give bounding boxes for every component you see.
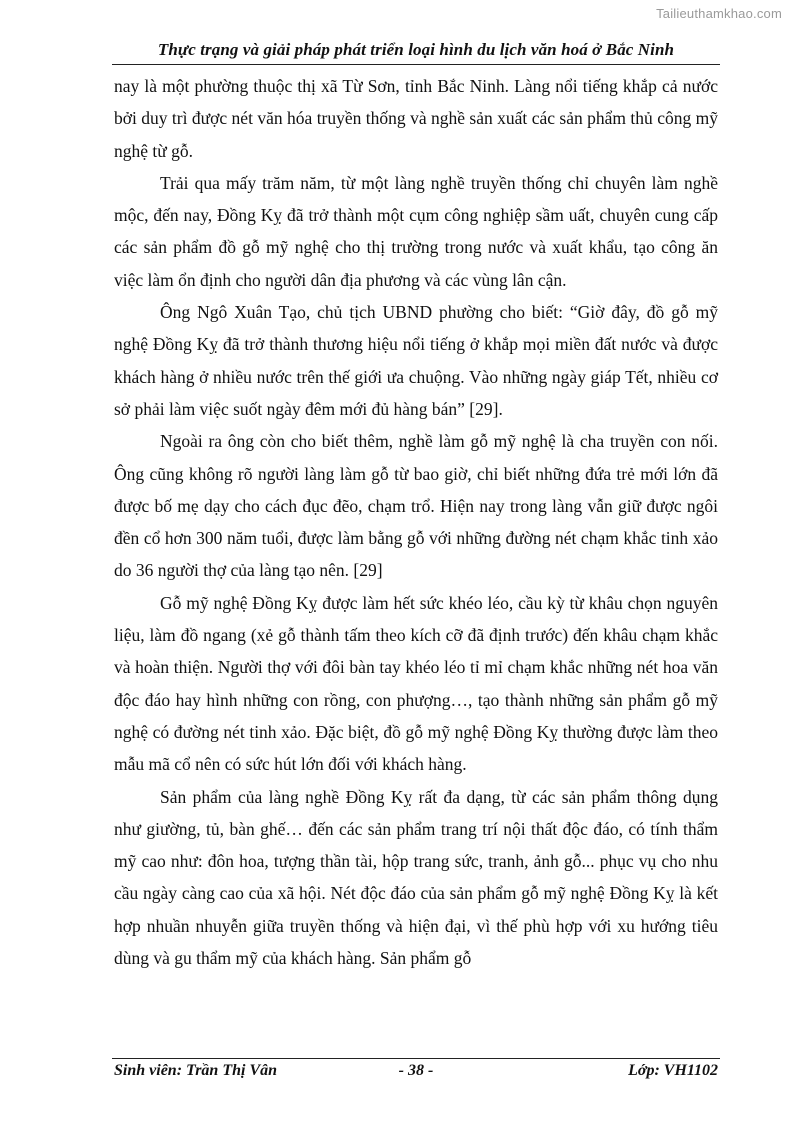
paragraph-6: Sản phẩm của làng nghề Đồng Kỵ rất đa dạng, từ các sản phẩm thông dụng như giường, tủ, bàn ghế… đến các sản phẩm trang trí nội thất độc đáo, có tính thẩm mỹ cao như: đôn hoa, tượng thần tài, hộp trang sức, tranh, ảnh gỗ... phục vụ cho nhu cầu ngày càng cao của xã hội. Nét độc đáo của sản phẩm gỗ mỹ nghệ Đồng Kỵ là kết hợp nhuần nhuyễn giữa truyền thống và hiện đại, vì thế phù hợp với xu hướng tiêu dùng và gu thẩm mỹ của khách hàng. Sản phẩm gỗ [114,786,718,969]
footer-class: Lớp: VH1102 [628,1062,718,1079]
paragraph-3: Ông Ngô Xuân Tạo, chủ tịch UBND phường cho biết: “Giờ đây, đồ gỗ mỹ nghệ Đồng Kỵ đã trở thành thương hiệu nổi tiếng ở khắp mọi miền đất nước và được khách hàng ở nhiều nước trên thế giới ưa chuộng. Vào những ngày giáp Tết, nhiều cơ sở phải làm việc suốt ngày đêm mới đủ hàng bán” [29]. [114,302,718,419]
paragraph-5: Gỗ mỹ nghệ Đồng Kỵ được làm hết sức khéo léo, cầu kỳ từ khâu chọn nguyên liệu, làm đồ ngang (xẻ gỗ thành tấm theo kích cỡ đã định trước) đến khâu chạm khắc và hoàn thiện. Người thợ với đôi bàn tay khéo léo tỉ mỉ chạm khắc những nét hoa văn độc đáo hay hình những con rồng, con phượng…, tạo thành những sản phẩm gỗ mỹ nghệ có đường nét tinh xảo. Đặc biệt, đồ gỗ mỹ nghệ Đồng Kỵ thường được làm theo mẫu mã cổ nên có sức hút lớn đối với khách hàng. [114,592,718,775]
running-header: Thực trạng và giải pháp phát triển loại hình du lịch văn hoá ở Bắc Ninh [157,40,675,59]
paragraph-1: nay là một phường thuộc thị xã Từ Sơn, tỉnh Bắc Ninh. Làng nổi tiếng khắp cả nước bởi duy trì được nét văn hóa truyền thống và nghề sản xuất các sản phẩm thủ công mỹ nghệ từ gỗ. [114,76,718,161]
header-divider [112,64,720,65]
watermark-text: Tailieuthamkhao.com [656,6,782,21]
paragraph-4: Ngoài ra ông còn cho biết thêm, nghề làm gỗ mỹ nghệ là cha truyền con nối. Ông cũng không rõ người làng làm gỗ từ bao giờ, chỉ biết những đứa trẻ mới lớn đã được bố mẹ dạy cho cách đục đẽo, chạm trổ. Hiện nay trong làng vẫn giữ được ngôi đền cổ hơn 300 năm tuổi, được làm bằng gỗ với những đường nét chạm khắc tinh xảo do 36 người thợ của làng tạo nên. [29] [114,431,718,581]
paragraph-2: Trải qua mấy trăm năm, từ một làng nghề truyền thống chỉ chuyên làm nghề mộc, đến nay, Đồng Kỵ đã trở thành một cụm công nghiệp sầm uất, chuyên cung cấp các sản phẩm đồ gỗ mỹ nghệ cho thị trường trong nước và xuất khẩu, tạo công ăn việc làm ổn định cho người dân địa phương và các vùng lân cận. [114,172,718,290]
footer-divider [112,1058,720,1059]
document-body [114,70,718,974]
footer-student: Sinh viên: Trần Thị Vân [114,1062,278,1079]
footer-page-number: - 38 - [398,1062,434,1079]
